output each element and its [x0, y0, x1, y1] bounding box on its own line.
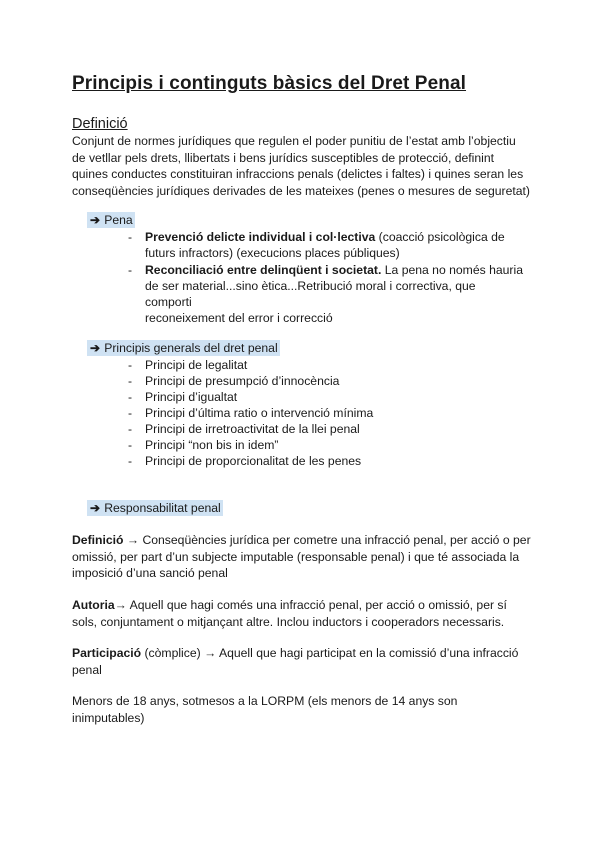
dash-bullet: - [128, 374, 133, 388]
participacio-text: penal [72, 662, 102, 677]
autoria-text: Aquell que hagi comés una infracció penal, per acció o omissió, per sí [129, 598, 507, 612]
principi-text: Principi d’última ratio o intervenció mínima [145, 406, 374, 420]
principi-text: Principi de presumpció d’innocència [145, 374, 340, 388]
dash-bullet: - [128, 390, 133, 404]
definicio-text: Conseqüències jurídica per cometre una infracció penal, per acció o per [142, 533, 531, 547]
principi-text: Principi de irretroactivitat de la llei penal [145, 422, 360, 436]
definicio-line: de vetllar pels drets, llibertats i bens jurídics susceptibles de protecció, definint [72, 150, 495, 165]
principis-label: Principis generals del dret penal [104, 341, 278, 355]
menors-text: inimputables) [72, 710, 145, 725]
definicio-responsabilitat [72, 532, 542, 582]
arrow-text: → [123, 533, 143, 547]
dash-bullet: - [128, 454, 133, 468]
definicio-line: quines conductes constituiran infraccions penals (delictes i faltes) i quines seran les [72, 167, 524, 181]
menors-paragraph [72, 693, 542, 726]
dash-bullet: - [128, 230, 133, 244]
pena-label: Pena [104, 213, 133, 227]
pena-item-text: La pena no només hauria [381, 263, 523, 277]
definicio-line: conseqüències jurídiques derivades de les mateixes (penes o mesures de seguretat) [72, 183, 530, 198]
participacio-term: Participació [72, 646, 142, 660]
participacio-text: (còmplice) → Aquell que hagi participat en la comissió d’una infracció [141, 646, 519, 660]
autoria-term: Autoria [72, 598, 115, 612]
principis-highlight [87, 340, 280, 356]
principi-text: Principi d’igualtat [145, 390, 238, 404]
pena-item-bold: Reconciliació entre delinqüent i societat. [145, 263, 382, 277]
dash-bullet: - [128, 358, 133, 372]
arrow-right-icon: ➔ [90, 501, 101, 515]
arrow-text: → [114, 598, 130, 612]
definicio-text: omissió, per part d’un subjecte imputable (responsable penal) i que té associada la [72, 549, 520, 564]
principi-text: Principi de proporcionalitat de les penes [145, 454, 362, 468]
autoria-text: sols, conjuntament o mitjançant altre. Inclou inductors i cooperadors necessaris. [72, 614, 505, 629]
principi-text: Principi de legalitat [145, 358, 248, 372]
dash-bullet: - [128, 406, 133, 420]
definicio-paragraph [72, 133, 542, 199]
document-title: Principis i continguts bàsics del Dret Penal [72, 73, 467, 94]
pena-item-bold: Prevenció delicte individual i col·lectiva [145, 230, 376, 244]
responsabilitat-label: Responsabilitat penal [104, 501, 221, 515]
responsabilitat-highlight [87, 500, 223, 516]
menors-text: Menors de 18 anys, sotmesos a la LORPM (els menors de 14 anys son [72, 694, 458, 708]
principi-text: Principi “non bis in idem” [145, 438, 279, 452]
participacio-paragraph [72, 645, 542, 678]
definicio-text: imposició d’una sanció penal [72, 566, 228, 580]
pena-item-text: (coacció psicològica de [375, 230, 505, 244]
dash-bullet: - [128, 263, 133, 277]
pena-item-text: reconeixement del error i correcció [145, 311, 333, 325]
dash-bullet: - [128, 438, 133, 452]
dash-bullet: - [128, 422, 133, 436]
definicio-heading: Definició [72, 116, 128, 132]
autoria-paragraph [72, 597, 542, 630]
definicio-term: Definició [72, 533, 124, 547]
arrow-right-icon: ➔ [90, 341, 101, 355]
pena-item-text: futurs infractors) (execucions places públiques) [145, 246, 400, 260]
definicio-line: Conjunt de normes jurídiques que regulen el poder punitiu de l’estat amb l’objectiu [72, 134, 516, 148]
pena-highlight [87, 212, 135, 228]
arrow-right-icon: ➔ [90, 213, 101, 227]
pena-item-text: de ser material...sino ètica...Retribució moral i correctiva, que comporti [145, 279, 476, 309]
